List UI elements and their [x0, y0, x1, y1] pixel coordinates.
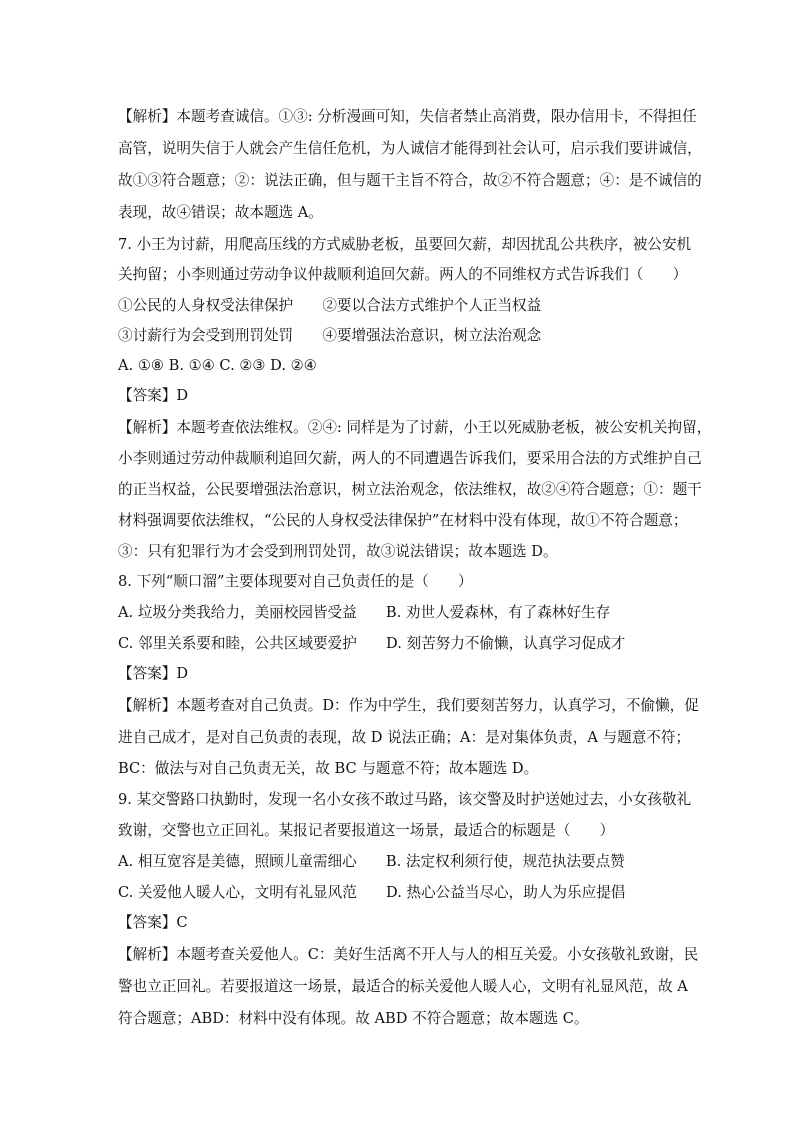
analysis-q8-line-3: BC：做法与对自己负责无关，故 BC 与题意不符；故本题选 D。 [118, 760, 539, 777]
analysis-q7-line-3: 的正当权益，公民要增强法治意识，树立法治观念，依法维权，故②④符合题意；①：题干 [118, 481, 702, 498]
question-9-stem-line-2: 致谢，交警也立正回礼。某报记者要报道这一场景，最适合的标题是（ ） [118, 822, 615, 839]
analysis-q7-line-4: 材料强调要依法维权，“公民的人身权受法律保护”在材料中没有体现，故①不符合题意； [118, 512, 688, 529]
question-7-statements-1: ①公民的人身权受法律保护 ②要以合法方式维护个人正当权益 [118, 297, 542, 314]
question-8-options-cd: C. 邻里关系要和睦，公共区域要爱护 D. 刻苦努力不偷懒，认真学习促成才 [118, 635, 626, 652]
question-7-stem-line-1: 7. 小王为讨薪，用爬高压线的方式威胁老板，虽要回欠薪，却因扰乱公共秩序，被公安机 [118, 236, 692, 253]
question-8-stem: 8. 下列“顺口溜”主要体现要对自己负责任的是（ ） [118, 573, 473, 590]
question-9-stem-line-1: 9. 某交警路口执勤时，发现一名小女孩不敢过马路，该交警及时护送她过去，小女孩敬礼 [118, 791, 692, 808]
question-7-stem-line-2: 关拘留；小李则通过劳动争议仲裁顺利追回欠薪。两人的不同维权方式告诉我们（ ） [118, 266, 688, 283]
question-8-answer: 【答案】D [118, 665, 189, 682]
analysis-q6-line-3: 故①③符合题意；②：说法正确，但与题干主旨不符合，故②不符合题意；④：是不诚信的 [118, 172, 702, 189]
question-9-options-cd: C. 关爱他人暖人心，文明有礼显风范 D. 热心公益当尽心，助人为乐应提倡 [118, 884, 626, 901]
analysis-q6-line-4: 表现，故④错误；故本题选 A。 [118, 204, 323, 221]
question-7-options: A. ①⑧ B. ①④ C. ②③ D. ②④ [118, 357, 317, 374]
analysis-q7-line-5: ③：只有犯罪行为才会受到刑罚处罚，故③说法错误；故本题选 D。 [118, 543, 558, 560]
analysis-q9-line-3: 符合题意；ABD：材料中没有体现。故 ABD 不符合题意；故本题选 C。 [118, 1010, 589, 1027]
question-8-options-ab: A. 垃圾分类我给力，美丽校园皆受益 B. 劝世人爱森林，有了森林好生存 [118, 604, 611, 621]
analysis-q8-line-2: 进自己成才，是对自己负责的表现，故 D 说法正确；A：是对集体负责，A 与题意不符； [118, 729, 691, 746]
analysis-q8-line-1: 【解析】本题考查对自己负责。D：作为中学生，我们要刻苦努力，认真学习，不偷懒，促 [118, 697, 699, 714]
analysis-q7-line-1: 【解析】本题考查依法维权。②④: 同样是为了讨薪，小王以死威胁老板，被公安机关拘留， [118, 419, 712, 436]
question-9-options-ab: A. 相互宽容是美德，照顾儿童需细心 B. 法定权利须行使，规范执法要点赞 [118, 853, 625, 870]
analysis-q6-line-2: 高管，说明失信于人就会产生信任危机，为人诚信才能得到社会认可，启示我们要讲诚信， [118, 140, 702, 157]
question-7-statements-2: ③讨薪行为会受到刑罚处罚 ④要增强法治意识，树立法治观念 [118, 327, 542, 344]
question-7-answer: 【答案】D [118, 387, 189, 404]
analysis-q6-line-1: 【解析】本题考查诚信。①③: 分析漫画可知，失信者禁止高消费，限办信用卡，不得担任 [118, 108, 697, 125]
analysis-q7-line-2: 小李则通过劳动仲裁顺利追回欠薪，两人的不同遭遇告诉我们，要采用合法的方式维护自己 [118, 450, 702, 467]
analysis-q9-line-2: 警也立正回礼。若要报道这一场景，最适合的标关爱他人暖人心，文明有礼显风范，故 A [118, 978, 688, 995]
question-9-answer: 【答案】C [118, 914, 188, 931]
analysis-q9-line-1: 【解析】本题考查关爱他人。C：美好生活离不开人与人的相互关爱。小女孩敬礼致谢，民 [118, 946, 699, 963]
